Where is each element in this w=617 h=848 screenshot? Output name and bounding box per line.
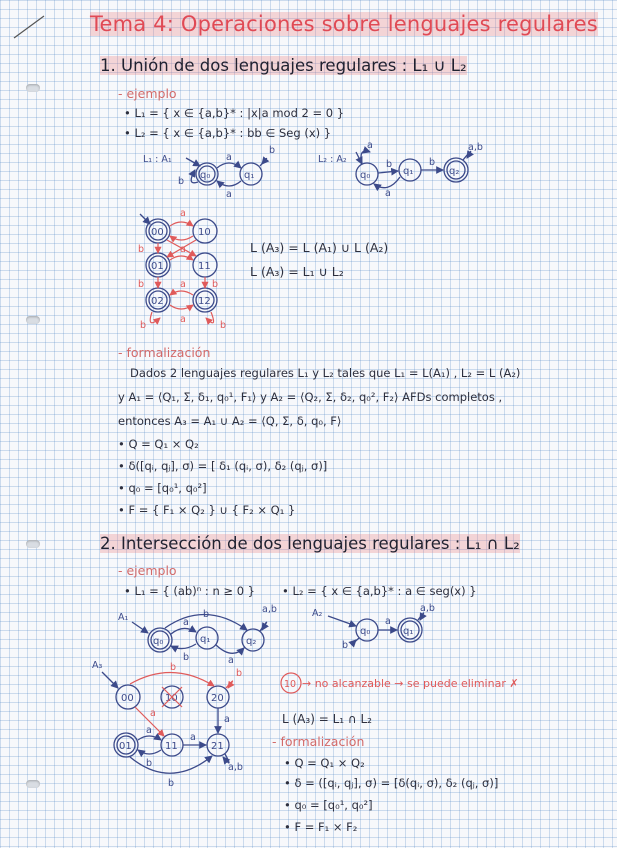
state-q2-label: q₂: [449, 166, 460, 177]
s1-formal-line-3: entonces A₃ = A₁ ∪ A₂ = ⟨Q, Σ, δ, q₀, F⟩: [118, 414, 342, 428]
transition-edge: [170, 291, 193, 295]
edge-label-a: a: [385, 616, 391, 627]
state-20-label: 20: [211, 693, 224, 704]
s2-automaton-3-label: A₃: [92, 660, 103, 671]
transition-edge: [216, 645, 244, 653]
section-2-ejemplo: - ejemplo: [118, 563, 177, 578]
s1-formalizacion: - formalización: [118, 345, 211, 360]
self-loop: [418, 613, 424, 620]
section-1-ejemplo: - ejemplo: [118, 86, 177, 101]
state-12-label: 12: [198, 296, 211, 307]
state-q1-label: q₁: [403, 166, 414, 177]
s2-automaton-1-label: A₁: [118, 612, 129, 623]
transition-edge: [217, 163, 241, 168]
edge-label-a: a: [224, 714, 230, 725]
pen-mark: [14, 16, 44, 38]
state-q0-label: q₀: [200, 170, 211, 181]
state-02-label: 02: [151, 296, 164, 307]
edge-label-b: b: [140, 320, 147, 331]
s1-bullet-F: • F = { F₁ × Q₂ } ∪ { F₂ × Q₁ }: [118, 503, 296, 517]
self-loop: [191, 170, 198, 183]
state-q1-label: q₁: [244, 170, 255, 181]
state-21-label: 21: [211, 741, 224, 752]
s2-language-2: • L₂ = { x ∈ {a,b}* : a ∈ seg(x) }: [282, 584, 477, 598]
edge-label-a: a: [226, 189, 232, 200]
self-loop: [361, 151, 370, 163]
transition-edge: [170, 236, 193, 240]
section-1-heading: 1. Unión de dos lenguajes regulares : L₁ ∪ L₂: [100, 56, 467, 75]
edge-label-b: b: [429, 157, 436, 168]
edge-label-ab: a,b: [468, 142, 483, 153]
s1-automaton-2-label: L₂ : A₂: [318, 154, 347, 165]
edge-label-b: b: [220, 320, 227, 331]
edge-label-a: a: [190, 732, 196, 743]
transition-edge: [374, 177, 400, 188]
state-q1-label: q₁: [200, 634, 211, 645]
state-q0-label: q₀: [360, 626, 371, 637]
state-10-label: 10: [165, 693, 178, 704]
edge-label-b: b: [236, 668, 243, 679]
state-q1-label: q₁: [403, 626, 414, 637]
edge-label-ab: a,b: [420, 603, 435, 614]
edge-label-b: b: [342, 640, 349, 651]
self-loop: [260, 622, 267, 631]
edge-label-a: a: [367, 140, 373, 151]
edge-label-a: a: [226, 152, 232, 163]
unreachable-state-label: 10: [284, 679, 297, 690]
edge-label-b: b: [386, 159, 393, 170]
state-q2-label: q₂: [246, 636, 257, 647]
edge-label-a: a: [180, 314, 186, 325]
transition-edge: [170, 256, 193, 260]
s1-bullet-Q: • Q = Q₁ × Q₂: [118, 437, 199, 451]
state-01-label: 01: [151, 261, 164, 272]
s1-formal-line-2: y A₁ = ⟨Q₁, Σ, δ₁, q₀¹, F₁⟩ y A₂ = ⟨Q₂, Σ, δ₂, q₀², F₂⟩ AFDs completos ,: [118, 390, 503, 404]
edge-label-a: a: [146, 725, 152, 736]
s2-automaton-2-label: A₂: [312, 608, 323, 619]
state-11-label: 11: [198, 261, 211, 272]
edge-label-a: a: [180, 279, 186, 290]
edge-label-b: b: [138, 244, 145, 255]
state-00-label: 00: [121, 693, 134, 704]
state-01-label: 01: [119, 741, 132, 752]
edge-label-ab: a,b: [228, 762, 243, 773]
start-arrow: [132, 622, 148, 633]
edge-label-a: a: [150, 708, 156, 719]
s2-formalizacion: - formalización: [272, 734, 365, 749]
transition-edge: [130, 672, 214, 686]
edge-label-b: b: [203, 609, 210, 620]
s1-bullet-q0: • q₀ = [q₀¹, q₀²]: [118, 481, 207, 495]
state-q0-label: q₀: [153, 636, 164, 647]
s2-bullet-delta: • δ = ([qᵢ, qⱼ], σ) = [δ(qᵢ, σ), δ₂ (qⱼ, σ)]: [284, 776, 499, 790]
transition-edge: [378, 171, 398, 173]
self-loop: [150, 312, 160, 323]
edge-label-a: a: [385, 188, 391, 199]
s2-bullet-Q: • Q = Q₁ × Q₂: [284, 756, 365, 770]
s1-automaton-1-label: L₁ : A₁: [143, 154, 172, 165]
s2-bullet-F: • F = F₁ × F₂: [284, 820, 358, 834]
s1-bullet-delta: • δ([qᵢ, qⱼ], σ) = [ δ₁ (qᵢ, σ), δ₂ (qⱼ, σ)]: [118, 459, 328, 473]
edge-label-b: b: [269, 145, 276, 156]
edge-label-a: a: [180, 244, 186, 255]
s2-bullet-q0: • q₀ = [q₀¹, q₀²]: [284, 798, 373, 812]
s2-language-1: • L₁ = { (ab)ⁿ : n ≥ 0 }: [124, 584, 255, 598]
transition-edge: [217, 181, 241, 186]
self-loop: [206, 312, 214, 323]
start-arrow: [186, 158, 200, 166]
s1-formal-line-1: Dados 2 lenguajes regulares L₁ y L₂ tales que L₁ = L(A₁) , L₂ = L (A₂): [130, 366, 521, 380]
s1-language-2: • L₂ = { x ∈ {a,b}* : bb ∈ Seg (x) }: [124, 126, 332, 140]
transition-edge: [171, 628, 196, 634]
transition-edge: [170, 222, 193, 226]
edge-label-b: b: [168, 778, 175, 789]
page-title: Tema 4: Operaciones sobre lenguajes regulares: [90, 12, 598, 36]
section-2-heading: 2. Intersección de dos lenguajes regulares : L₁ ∩ L₂: [100, 534, 520, 553]
s1-language-1: • L₁ = { x ∈ {a,b}* : |x|a mod 2 = 0 }: [124, 106, 345, 120]
edge-label-ab: a,b: [262, 604, 277, 615]
edge-label-b: b: [146, 758, 153, 769]
self-loop: [352, 638, 359, 645]
transition-edge: [170, 305, 193, 309]
transition-edge: [138, 750, 161, 754]
self-loop: [260, 158, 267, 166]
transition-edge: [171, 644, 196, 649]
state-10-label: 10: [198, 227, 211, 238]
edge-label-b: b: [183, 652, 190, 663]
state-q0-label: q₀: [360, 170, 371, 181]
start-arrow: [140, 214, 150, 224]
s1-equation-1: L (A₃) = L (A₁) ∪ L (A₂): [250, 240, 389, 255]
edge-label-b: b: [170, 662, 177, 673]
state-00-label: 00: [151, 227, 164, 238]
edge-label-b: b: [178, 176, 185, 187]
start-arrow: [328, 616, 356, 626]
transition-edge: [130, 756, 212, 773]
edge-label-a: a: [180, 208, 186, 219]
start-arrow: [102, 672, 118, 688]
edge-label-b: b: [212, 279, 219, 290]
s1-equation-2: L (A₃) = L₁ ∪ L₂: [250, 264, 344, 279]
edge-label-b: b: [138, 279, 145, 290]
edge-label-a: a: [183, 617, 189, 628]
transition-edge: [138, 736, 161, 740]
self-loop: [226, 681, 233, 688]
s2-unreachable-note: → no alcanzable → se puede eliminar ✗: [302, 677, 519, 690]
state-11-label: 11: [165, 741, 178, 752]
edge-label-a: a: [228, 655, 234, 666]
s2-equation: L (A₃) = L₁ ∩ L₂: [282, 712, 372, 726]
